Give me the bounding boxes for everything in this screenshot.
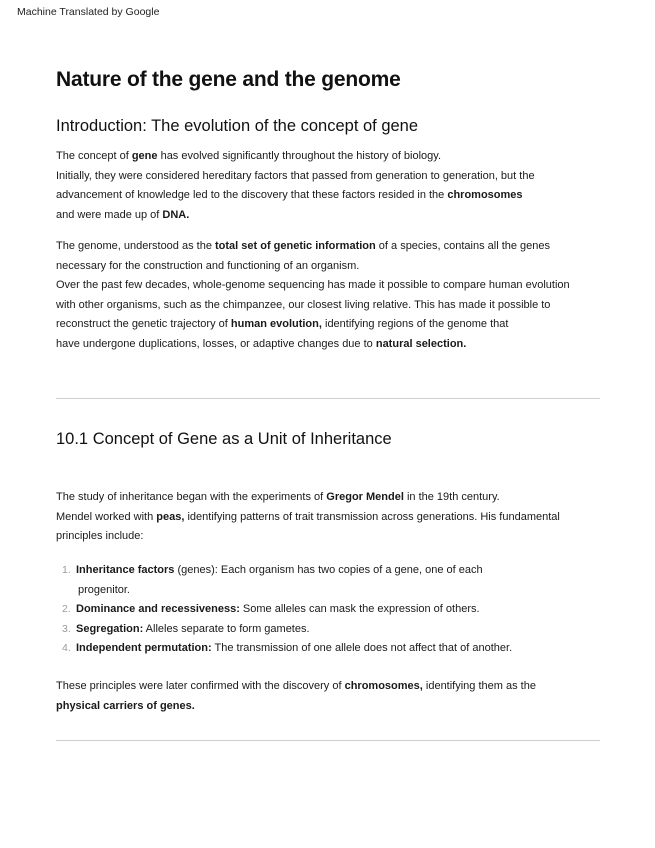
principles-list: [56, 561, 512, 659]
intro-heading: Introduction: The evolution of the concept of gene: [56, 117, 419, 135]
intro-paragraph-2: The genome, understood as the total set of genetic information of a species, contains all the genes necessary for the construction and functioning of an organism. Over the past few decades, whole-genome sequencing has made it possible to compare human evolution with other organisms, such as the chimpanzee, our closest living relative. This has made it possible to reconstruct the genetic trajectory of human evolution, identifying regions of the genome that have undergone duplications, losses, or adaptive changes due to natural selection.: [56, 240, 570, 350]
section-divider: [56, 740, 600, 741]
intro-paragraph-1: The concept of gene has evolved significantly throughout the history of biology. Initially, they were considered hereditary factors that passed from generation to generation, but the advancement of knowledge led to the discovery that these factors resided in the chromosomes and were made up of DNA.: [56, 150, 535, 221]
machine-translated-label: Machine Translated by Google: [17, 6, 160, 18]
list-item: 4. Independent permutation: The transmission of one allele does not affect that of another.: [62, 642, 513, 654]
section-paragraph-2: These principles were later confirmed with the discovery of chromosomes, identifying them as the physical carriers of genes.: [56, 680, 536, 712]
section-heading: 10.1 Concept of Gene as a Unit of Inheritance: [56, 430, 392, 448]
list-item: 2. Dominance and recessiveness: Some alleles can mask the expression of others.: [62, 603, 480, 615]
section-divider: [56, 398, 600, 399]
section-paragraph-1: The study of inheritance began with the experiments of Gregor Mendel in the 19th century. Mendel worked with peas, identifying patterns of trait transmission across generations. His fundamental principles include:: [56, 491, 560, 542]
list-item: 1. Inheritance factors (genes): Each organism has two copies of a gene, one of each progenitor.: [62, 564, 483, 596]
page-title: Nature of the gene and the genome: [56, 68, 401, 91]
list-item: 3. Segregation: Alleles separate to form gametes.: [62, 622, 310, 635]
